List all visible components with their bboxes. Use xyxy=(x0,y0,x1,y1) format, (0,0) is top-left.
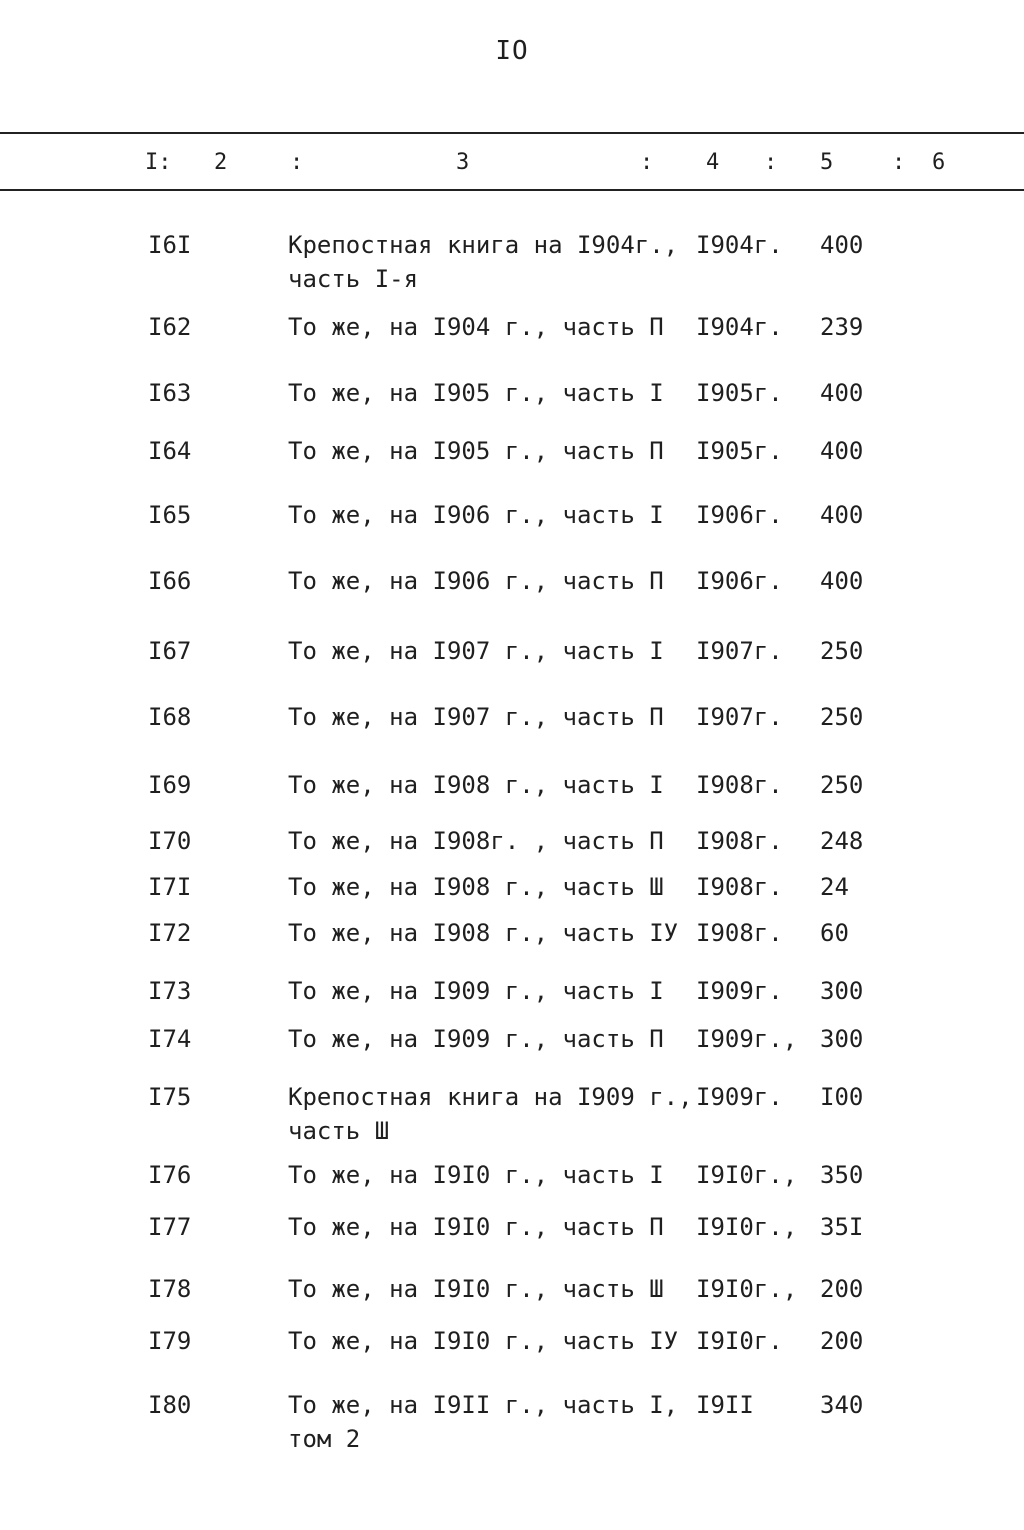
row-date: I9I0г., xyxy=(696,1275,798,1303)
row-count: 400 xyxy=(820,567,864,595)
row-date: I9I0г., xyxy=(696,1213,798,1241)
row-count: 350 xyxy=(820,1161,864,1189)
row-count: 60 xyxy=(820,919,849,947)
row-date: I9I0г., xyxy=(696,1161,798,1189)
row-number: I75 xyxy=(148,1083,192,1111)
row-number: I6I xyxy=(148,231,192,259)
row-title: То же, на I906 г., часть П xyxy=(288,567,664,595)
row-title: То же, на I908 г., часть Ш xyxy=(288,873,664,901)
row-title: То же, на I908 г., часть I xyxy=(288,771,664,799)
row-count: 300 xyxy=(820,977,864,1005)
row-date: I9I0г. xyxy=(696,1327,783,1355)
row-title: То же, на I9I0 г., часть Ш xyxy=(288,1275,664,1303)
row-count: 239 xyxy=(820,313,864,341)
row-number: I72 xyxy=(148,919,192,947)
row-title: То же, на I906 г., часть I xyxy=(288,501,664,529)
row-number: I76 xyxy=(148,1161,192,1189)
header-cell: 5 xyxy=(820,150,834,175)
row-date: I905г. xyxy=(696,437,783,465)
row-title: То же, на I9I0 г., часть IУ xyxy=(288,1327,679,1355)
row-count: 400 xyxy=(820,437,864,465)
row-date: I907г. xyxy=(696,703,783,731)
row-date: I905г. xyxy=(696,379,783,407)
row-date: I906г. xyxy=(696,567,783,595)
row-count: 248 xyxy=(820,827,864,855)
row-date: I906г. xyxy=(696,501,783,529)
row-date: I9II xyxy=(696,1391,754,1419)
row-date: I909г. xyxy=(696,977,783,1005)
row-title: То же, на I907 г., часть П xyxy=(288,703,664,731)
row-title: То же, на I9I0 г., часть I xyxy=(288,1161,664,1189)
row-count: I00 xyxy=(820,1083,864,1111)
row-count: 250 xyxy=(820,771,864,799)
row-title: То же, на I908 г., часть IУ xyxy=(288,919,679,947)
row-title: Крепостная книга на I909 г., часть Ш xyxy=(288,1083,693,1145)
row-count: 250 xyxy=(820,703,864,731)
row-number: I78 xyxy=(148,1275,192,1303)
row-count: 250 xyxy=(820,637,864,665)
header-cell: : xyxy=(892,150,906,175)
row-number: I68 xyxy=(148,703,192,731)
row-date: I909г., xyxy=(696,1025,798,1053)
row-date: I909г. xyxy=(696,1083,783,1111)
row-number: I63 xyxy=(148,379,192,407)
row-date: I908г. xyxy=(696,919,783,947)
row-date: I908г. xyxy=(696,827,783,855)
row-count: 35I xyxy=(820,1213,864,1241)
row-number: I65 xyxy=(148,501,192,529)
row-number: I7I xyxy=(148,873,192,901)
row-date: I907г. xyxy=(696,637,783,665)
row-title: То же, на I905 г., часть П xyxy=(288,437,664,465)
row-date: I904г. xyxy=(696,313,783,341)
row-title: То же, на I908г. , часть П xyxy=(288,827,664,855)
row-number: I67 xyxy=(148,637,192,665)
header-cell: 6 xyxy=(932,150,946,175)
row-number: I70 xyxy=(148,827,192,855)
row-count: 200 xyxy=(820,1275,864,1303)
row-title: То же, на I905 г., часть I xyxy=(288,379,664,407)
row-count: 400 xyxy=(820,231,864,259)
header-cell: : xyxy=(764,150,778,175)
row-number: I77 xyxy=(148,1213,192,1241)
row-count: 24 xyxy=(820,873,849,901)
row-number: I73 xyxy=(148,977,192,1005)
row-number: I66 xyxy=(148,567,192,595)
row-number: I62 xyxy=(148,313,192,341)
row-count: 300 xyxy=(820,1025,864,1053)
row-number: I64 xyxy=(148,437,192,465)
row-title: Крепостная книга на I904г., часть I-я xyxy=(288,231,679,293)
row-number: I79 xyxy=(148,1327,192,1355)
header-cell: 3 xyxy=(456,150,470,175)
row-number: I80 xyxy=(148,1391,192,1419)
row-count: 340 xyxy=(820,1391,864,1419)
row-title: То же, на I909 г., часть I xyxy=(288,977,664,1005)
header-cell: 4 xyxy=(706,150,720,175)
row-number: I69 xyxy=(148,771,192,799)
header-cell: : xyxy=(640,150,654,175)
row-title: То же, на I9I0 г., часть П xyxy=(288,1213,664,1241)
row-count: 400 xyxy=(820,379,864,407)
row-count: 400 xyxy=(820,501,864,529)
page-number: IO xyxy=(495,36,529,66)
row-date: I908г. xyxy=(696,873,783,901)
row-date: I904г. xyxy=(696,231,783,259)
row-title: То же, на I909 г., часть П xyxy=(288,1025,664,1053)
row-count: 200 xyxy=(820,1327,864,1355)
row-number: I74 xyxy=(148,1025,192,1053)
header-cell: I: xyxy=(145,150,172,175)
row-title: То же, на I904 г., часть П xyxy=(288,313,664,341)
row-date: I908г. xyxy=(696,771,783,799)
row-title: То же, на I907 г., часть I xyxy=(288,637,664,665)
row-title: То же, на I9II г., часть I, том 2 xyxy=(288,1391,679,1453)
header-cell: : xyxy=(290,150,304,175)
header-cell: 2 xyxy=(214,150,228,175)
